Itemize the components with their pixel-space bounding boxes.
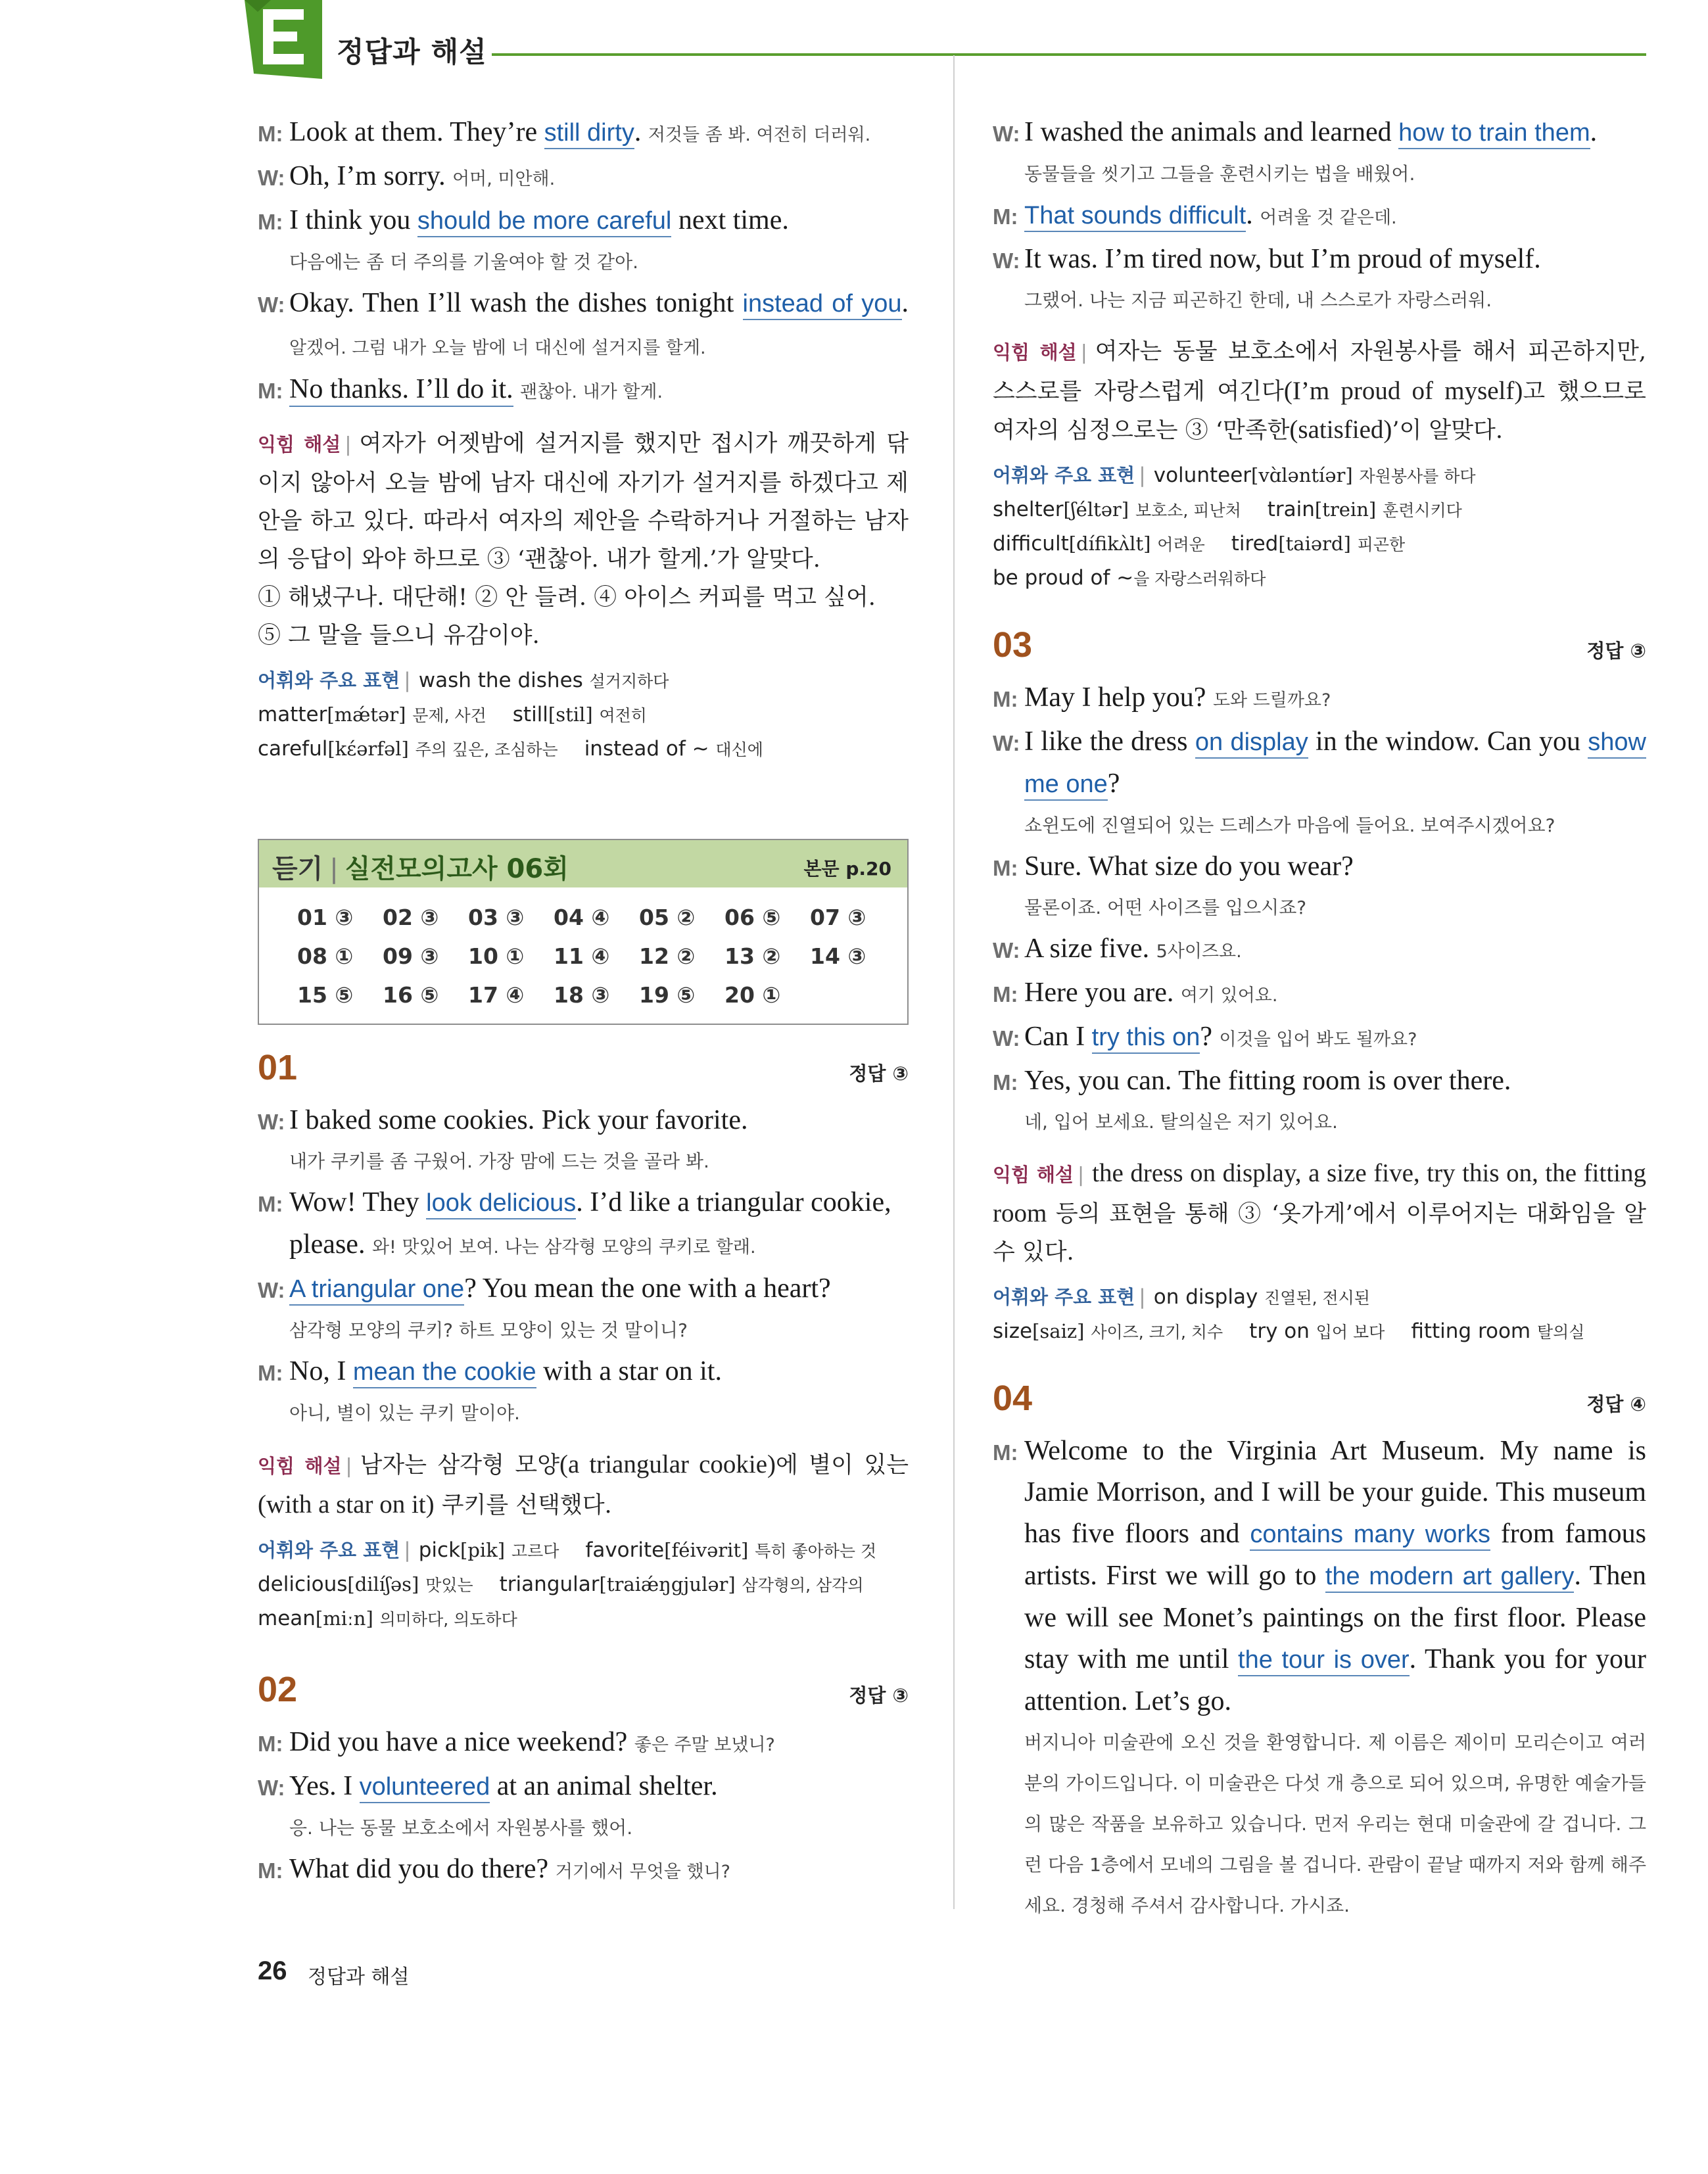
blank-answer: try this on	[1092, 1024, 1200, 1054]
vocab-phonetic: [miːn]	[315, 1607, 373, 1630]
translation: 괜찮아. 내가 할게.	[520, 382, 663, 402]
line-text: Oh, I’m sorry.	[289, 161, 446, 191]
right-column	[993, 112, 1646, 1926]
speaker-label: M:	[258, 379, 283, 403]
vocab-phonetic: [traiǽŋgjulər]	[599, 1573, 736, 1595]
explanation: 익힘 해설 | 남자는 삼각형 모양(a triangular cookie)에 별이 있는 (with a star on it) 쿠키를 선택했다.	[258, 1450, 909, 1519]
vocab-word: matter	[258, 703, 327, 726]
blank-answer: mean the cookie	[353, 1358, 536, 1388]
vocab-meaning: 어려운	[1157, 535, 1205, 554]
dialogue-line	[993, 1016, 1646, 1060]
vocab-meaning: 여전히	[599, 706, 647, 725]
line-text: .	[901, 288, 909, 318]
translation: 5사이즈요.	[1156, 941, 1242, 962]
vocab-meaning: 설거지하다	[589, 672, 669, 691]
line-text: with a star on it.	[536, 1356, 722, 1386]
answer-label: 정답 ④	[1586, 1393, 1646, 1415]
blank-answer: on display	[1195, 728, 1308, 759]
dialogue-line	[258, 1182, 909, 1268]
vocab-meaning: 탈의실	[1537, 1323, 1585, 1342]
line-text: I baked some cookies. Pick your favorite.	[289, 1105, 748, 1135]
line-text: May I help you?	[1024, 682, 1206, 713]
explanation-options: ① 해냈구나. 대단해! ② 안 들려. ④ 아이스 커피를 먹고 싶어.	[258, 584, 876, 611]
answer-key-item: 05 ②	[639, 905, 696, 930]
speaker-label: W:	[993, 938, 1020, 962]
test-title: 실전모의고사 06회	[344, 854, 569, 884]
line-text: at an animal shelter.	[490, 1771, 718, 1801]
vocab-word: careful	[258, 737, 328, 761]
line-text: Okay. Then I’ll wash the dishes tonight	[289, 288, 743, 318]
explanation-english: (with a star on it)	[258, 1490, 435, 1519]
speaker-label: M:	[258, 210, 283, 234]
speaker-label: M:	[993, 1070, 1018, 1095]
explanation-text: 쿠키를 선택했다.	[434, 1492, 612, 1519]
speaker-label: W:	[258, 166, 285, 190]
question-header	[258, 1047, 909, 1100]
line-text: next time.	[671, 205, 789, 235]
answer-key-item: 02 ③	[383, 905, 439, 930]
speaker-label: M:	[993, 204, 1018, 229]
answer-label: 정답 ③	[849, 1684, 909, 1707]
explanation-text: 여자가 어젯밤에 설거지를 했지만 접시가 깨끗하게 닦이지 않아서 오늘 밤에 남자 대신에 자기가 설거지를 하겠다고 제안을 하고 있다. 따라서 여자의 제안을 수락하거나 거절하는 남자의 응답이 와야 하므로 ③ ‘괜찮아. 내가 할게.’가 알맞다.	[258, 431, 909, 573]
blank-answer: should be more careful	[417, 207, 672, 237]
vocab-label: 어휘와 주요 표현	[258, 1539, 400, 1561]
line-text: . Then we will see Monet’s paintings on the first floor. Please stay with me until	[1024, 1561, 1646, 1674]
answer-key-item: 12 ②	[639, 943, 696, 969]
blank-answer: still dirty	[544, 119, 634, 149]
translation: 거기에서 무엇을 했니?	[555, 1862, 730, 1882]
blank-answer: look delicious	[426, 1189, 576, 1219]
vocab-phonetic: [ʃéltər]	[1063, 498, 1129, 521]
question-number: 04	[993, 1379, 1033, 1418]
vocab-meaning: 진열된, 전시된	[1264, 1288, 1370, 1308]
answer-key-item: 20 ①	[724, 982, 781, 1008]
dialogue-line	[993, 928, 1646, 972]
vocab-word: train	[1267, 498, 1315, 521]
translation: 아니, 별이 있는 쿠키 말이야.	[289, 1402, 520, 1424]
test-section-label: 듣기	[272, 854, 323, 884]
vocab-word: delicious	[258, 1572, 348, 1596]
dialogue-line	[993, 846, 1646, 887]
line-text: .	[1590, 117, 1598, 147]
speaker-label: M:	[258, 1192, 283, 1216]
answer-key-item: 15 ⑤	[297, 982, 354, 1008]
dialogue-line	[993, 1060, 1646, 1102]
vocab-phonetic: [trein]	[1314, 498, 1377, 521]
dialogue-line	[258, 112, 909, 156]
line-text: I washed the animals and learned	[1024, 117, 1399, 147]
line-text: Here you are.	[1024, 978, 1174, 1008]
line-text: Yes. I	[289, 1771, 360, 1801]
question-number: 03	[993, 625, 1033, 665]
speaker-label: M:	[993, 1440, 1018, 1465]
vocab-meaning: 입어 보다	[1316, 1323, 1385, 1342]
vocab-meaning: 맛있는	[425, 1576, 473, 1595]
line-text: . I’d like a triangular cookie, please.	[289, 1187, 891, 1260]
speaker-label: M:	[993, 856, 1018, 880]
dialogue-line	[258, 1268, 909, 1310]
translation: 응. 나는 동물 보호소에서 자원봉사를 했어.	[289, 1817, 633, 1839]
page-reference: 본문 p.20	[803, 858, 891, 880]
answer-key-item: 10 ①	[468, 943, 525, 969]
translation: 이것을 입어 봐도 될까요?	[1219, 1029, 1417, 1050]
translation: 버지니아 미술관에 오신 것을 환영합니다. 제 이름은 제이미 모리슨이고 여러분의 가이드입니다. 이 미술관은 다섯 개 층으로 되어 있으며, 유명한 예술가들의 많은 작품을 보유하고 있습니다. 먼저 우리는 현대 미술관에 갈 겁니다. 그런 다음 1층에서 모네의 그림을 볼 겁니다. 관람이 끝날 때까지 저와 함께 해주세요. 경청해 주셔서 감사합니다. 가시죠.	[1024, 1732, 1646, 1916]
dialogue-line	[993, 721, 1646, 805]
vocab-label: 어휘와 주요 표현	[993, 1286, 1135, 1308]
vocab-meaning: 을 자랑스러워하다	[1133, 569, 1266, 588]
dialogue-line	[258, 1766, 909, 1808]
explanation-text: 에 별이 있는	[776, 1452, 909, 1478]
translation: 내가 쿠키를 좀 구웠어. 가장 맘에 드는 것을 골라 봐.	[289, 1150, 709, 1172]
vocab-phonetic: [saiz]	[1032, 1320, 1085, 1342]
answer-grid	[259, 887, 907, 1024]
speaker-label: W:	[258, 1110, 285, 1134]
answer-key-item: 08 ①	[297, 943, 354, 969]
answer-key-item: 19 ⑤	[639, 982, 696, 1008]
line-text: .	[1246, 200, 1253, 230]
vocab-word: fitting room	[1411, 1319, 1531, 1343]
explanation-english: the dress on display, a size five, try this on, the fitting room	[993, 1159, 1646, 1227]
vocab-phonetic: [kέərfəl]	[327, 738, 409, 760]
explanation-text: 등의 표현을 통해 ③ ‘옷가게’에서 이루어지는 대화임을 알 수 있다.	[993, 1201, 1646, 1265]
page-number: 26	[258, 1956, 287, 1985]
translation: 도와 드릴까요?	[1212, 690, 1331, 711]
answer-key-item: 16 ⑤	[383, 982, 439, 1008]
vocab-meaning: 보호소, 피난처	[1135, 501, 1241, 520]
translation: 어려울 것 같은데.	[1260, 208, 1397, 228]
speaker-label: W:	[258, 1278, 285, 1302]
line-text: What did you do there?	[289, 1854, 549, 1884]
vocab-word: try on	[1249, 1319, 1310, 1343]
line-text: ?	[1107, 768, 1120, 799]
translation: 와! 맛있어 보여. 나는 삼각형 모양의 쿠키로 할래.	[371, 1237, 756, 1258]
explanation-text: 남자는 삼각형 모양	[360, 1452, 560, 1478]
vocab-label: 어휘와 주요 표현	[993, 464, 1135, 486]
answer-key-item: 09 ③	[383, 943, 439, 969]
vocab-phonetic: [taiərd]	[1278, 532, 1351, 555]
line-text: Look at them. They’re	[289, 117, 544, 147]
blank-answer: the modern art gallery	[1325, 1563, 1575, 1593]
vocab-word: triangular	[499, 1572, 600, 1596]
line-text: A size five.	[1024, 933, 1150, 964]
answer-key-item: 04 ④	[554, 905, 610, 930]
vocab-meaning: 의미하다, 의도하다	[379, 1610, 517, 1629]
explanation-text: 여자는 동물 보호소에서 자원봉사를 해서 피곤하지만, 스스로를 자랑스럽게 여긴다	[993, 339, 1647, 405]
translation: 어머, 미안해.	[452, 169, 556, 189]
explanation-english: (I’m proud of myself)	[1283, 377, 1523, 405]
vocab-phonetic: [pik]	[460, 1539, 506, 1561]
vocab-word: difficult	[993, 532, 1069, 555]
dialogue-line	[993, 195, 1646, 239]
blank-answer: contains many works	[1250, 1521, 1490, 1551]
answer-key-item: 03 ③	[468, 905, 525, 930]
explanation: 익힘 해설 | 여자가 어젯밤에 설거지를 했지만 접시가 깨끗하게 닦이지 않아서 오늘 밤에 남자 대신에 자기가 설거지를 하겠다고 제안을 하고 있다. 따라서 여자의 제안을 수락하거나 거절하는 남자의 응답이 와야 하므로 ③ ‘괜찮아. 내가 할게.’가 알맞다. ① 해냈구나. 대단해! ② 안 들려. ④ 아이스 커피를 먹고 싶어. ⑤ 그 말을 들으니 유감이야.	[258, 431, 909, 649]
vocab-phonetic: [dífikʌ̀lt]	[1068, 532, 1151, 555]
vocab-meaning: 피곤한	[1357, 535, 1406, 554]
vocab-meaning: 훈련시키다	[1383, 501, 1462, 520]
question-header	[993, 625, 1646, 677]
translation: 네, 입어 보세요. 탈의실은 저기 있어요.	[1024, 1111, 1338, 1133]
left-column	[258, 112, 909, 1893]
dialogue-line	[258, 156, 909, 200]
speaker-label: W:	[258, 1776, 285, 1800]
answer-key-item: 17 ④	[468, 982, 525, 1008]
line-text: No, I	[289, 1356, 353, 1386]
blank-answer: how to train them	[1398, 119, 1590, 149]
translation: 저것들 좀 봐. 여전히 더러워.	[648, 125, 871, 145]
question-header	[258, 1669, 909, 1722]
explanation-label: 익힘 해설	[258, 1455, 342, 1477]
dialogue-line	[258, 1351, 909, 1393]
explanation-label: 익힘 해설	[993, 341, 1077, 364]
vocab-word: instead of ~	[584, 737, 709, 761]
vocabulary: 어휘와 주요 표현 | wash the dishes 설거지하다 matter[mǽtər] 문제, 사건 still[stil] 여전히 careful[kέərfəl] 주의 깊은, 조심하는 instead of ~ 대신에	[258, 669, 763, 761]
question-number: 01	[258, 1048, 298, 1087]
blank-answer: instead of you	[743, 290, 902, 320]
speaker-label: M:	[993, 687, 1018, 711]
explanation-english: (a triangular cookie)	[559, 1450, 776, 1478]
speaker-label: M:	[258, 122, 283, 146]
vocab-word: wash the dishes	[418, 669, 583, 692]
answer-key-item: 11 ④	[554, 943, 610, 969]
line-text: Wow! They	[289, 1187, 427, 1217]
dialogue-line	[258, 1100, 909, 1141]
vocab-word: on display	[1153, 1285, 1258, 1309]
blank-answer: A triangular one	[289, 1275, 464, 1306]
dialogue-line	[258, 369, 909, 413]
translation: 좋은 주말 보냈니?	[634, 1735, 775, 1755]
vocab-meaning: 주의 깊은, 조심하는	[415, 740, 558, 759]
blank-answer: That sounds difficult	[1024, 202, 1246, 232]
translation: 알겠어. 그럼 내가 오늘 밤에 너 대신에 설거지를 할게.	[289, 338, 706, 358]
speaker-label: M:	[258, 1732, 283, 1756]
explanation: 익힘 해설 | the dress on display, a size five, try this on, the fitting room 등의 표현을 통해 ③ ‘옷가게’에서 이루어지는 대화임을 알 수 있다.	[993, 1159, 1646, 1265]
answer-key-box	[258, 839, 909, 1025]
speaker-label: M:	[258, 1361, 283, 1385]
vocab-phonetic: [stil]	[548, 703, 593, 726]
vocab-meaning: 특히 좋아하는 것	[755, 1542, 877, 1561]
dialogue-line	[993, 972, 1646, 1016]
explanation-text: ’이 알맞다.	[1392, 417, 1503, 444]
vocab-label: 어휘와 주요 표현	[258, 669, 400, 692]
dialogue-line	[993, 1430, 1646, 1722]
vocab-word: mean	[258, 1607, 316, 1630]
line-text: Can I	[1024, 1022, 1092, 1052]
line-text: ?	[1200, 1022, 1213, 1052]
question-header	[993, 1378, 1646, 1430]
speaker-label: W:	[993, 731, 1020, 755]
answer-key-item: 14 ③	[810, 943, 866, 969]
line-text: in the window. Can you	[1308, 726, 1588, 757]
vocab-meaning: 대신에	[715, 740, 763, 759]
footer-label: 정답과 해설	[308, 1966, 410, 1989]
vocab-word: still	[512, 703, 548, 726]
speaker-label: W:	[993, 122, 1020, 146]
column-divider	[953, 55, 955, 1909]
vocab-phonetic: [vɑ̀ləntíər]	[1251, 464, 1353, 486]
line-text: . Thank you for your attention. Let’s go.	[1024, 1644, 1647, 1716]
line-text: Sure. What size do you wear?	[1024, 851, 1354, 882]
translation: 물론이죠. 어떤 사이즈를 입으시죠?	[1024, 897, 1307, 918]
section-logo-icon	[245, 0, 322, 79]
vocab-word: volunteer	[1153, 463, 1252, 487]
vocab-meaning: 자원봉사를 하다	[1359, 467, 1476, 486]
answer-key-item: 06 ⑤	[724, 905, 781, 930]
header-rule	[492, 53, 1646, 56]
answer-label: 정답 ③	[1586, 640, 1646, 662]
line-text: ? You mean the one with a heart?	[464, 1273, 831, 1304]
vocab-meaning: 삼각형의, 삼각의	[742, 1576, 864, 1595]
speaker-label: W:	[993, 1026, 1020, 1051]
line-text: Did you have a nice weekend?	[289, 1727, 628, 1757]
line-text: .	[634, 117, 642, 147]
explanation-label: 익힘 해설	[258, 433, 341, 456]
dialogue-line	[258, 1849, 909, 1893]
line-text: I think you	[289, 205, 417, 235]
vocabulary: 어휘와 주요 표현 | volunteer[vɑ̀ləntíər] 자원봉사를 하다 shelter[ʃéltər] 보호소, 피난처 train[trein] 훈련시키다 difficult[dífikʌ̀lt] 어려운 tired[taiərd] 피곤한 be proud of ~을 자랑스러워하다	[993, 463, 1476, 590]
vocabulary: 어휘와 주요 표현 | on display 진열된, 전시된 size[saiz] 사이즈, 크기, 치수 try on 입어 보다 fitting room 탈의실	[993, 1285, 1585, 1343]
explanation-text: 고 했으므로 여자의 심정으로는 ③ ‘만족한	[993, 379, 1646, 444]
vocab-word: pick	[418, 1538, 461, 1562]
answer-key-item: 18 ③	[554, 982, 610, 1008]
answer-label: 정답 ③	[849, 1062, 909, 1085]
vocab-phonetic: [dilíʃəs]	[347, 1573, 419, 1595]
vocab-phonetic: [féivərit]	[664, 1539, 749, 1561]
answer-key-item: 07 ③	[810, 905, 866, 930]
vocab-word: tired	[1231, 532, 1279, 555]
explanation-label: 익힘 해설	[993, 1164, 1074, 1186]
line-text: Yes, you can. The fitting room is over there.	[1024, 1066, 1511, 1096]
vocab-word: shelter	[993, 498, 1064, 521]
speaker-label: W:	[993, 248, 1020, 273]
dialogue-line	[993, 677, 1646, 721]
answer-key-item: 01 ③	[297, 905, 354, 930]
speaker-label: M:	[993, 982, 1018, 1006]
dialogue-line	[258, 200, 909, 242]
blank-answer: No thanks. I’ll do it.	[289, 374, 513, 407]
line-text: from famous artists. First we will go to	[1024, 1519, 1646, 1591]
translation: 동물들을 씻기고 그들을 훈련시키는 법을 배웠어.	[1024, 163, 1415, 185]
vocab-word: be proud of ~	[993, 566, 1134, 590]
line-text: It was. I’m tired now, but I’m proud of myself.	[1024, 244, 1541, 274]
dialogue-line	[993, 112, 1646, 154]
page-header-title: 정답과 해설	[337, 36, 487, 69]
translation: 다음에는 좀 더 주의를 기울여야 할 것 같아.	[289, 251, 639, 273]
speaker-label: M:	[258, 1858, 283, 1883]
vocab-meaning: 고르다	[511, 1542, 559, 1561]
line-text: I like the dress	[1024, 726, 1195, 757]
answer-key-item: 13 ②	[724, 943, 781, 969]
dialogue-line	[258, 1722, 909, 1766]
answer-key-header: 듣기 | 실전모의고사 06회 본문 p.20	[259, 840, 907, 887]
explanation-options: ⑤ 그 말을 들으니 유감이야.	[258, 623, 540, 649]
translation: 그랬어. 나는 지금 피곤하긴 한데, 내 스스로가 자랑스러워.	[1024, 289, 1492, 311]
vocab-phonetic: [mǽtər]	[327, 703, 406, 726]
vocab-word: size	[993, 1319, 1033, 1343]
explanation: 익힘 해설 | 여자는 동물 보호소에서 자원봉사를 해서 피곤하지만, 스스로를 자랑스럽게 여긴다(I’m proud of myself)고 했으므로 여자의 심정으로는 ③ ‘만족한(satisfied)’이 알맞다.	[993, 339, 1647, 444]
translation: 삼각형 모양의 쿠키? 하트 모양이 있는 것 말이니?	[289, 1319, 688, 1341]
blank-answer: volunteered	[360, 1773, 490, 1803]
translation: 쇼윈도에 진열되어 있는 드레스가 마음에 들어요. 보여주시겠어요?	[1024, 815, 1555, 836]
vocab-word: favorite	[585, 1538, 665, 1562]
vocab-meaning: 문제, 사건	[412, 706, 486, 725]
translation: 여기 있어요.	[1180, 985, 1278, 1006]
line-text: Welcome to the Virginia Art Museum. My name is Jamie Morrison, and I will be your guide. This museum has five floors and	[1024, 1436, 1646, 1549]
vocabulary: 어휘와 주요 표현 | pick[pik] 고르다 favorite[féivərit] 특히 좋아하는 것 delicious[dilíʃəs] 맛있는 triangular[traiǽŋgjulər] 삼각형의, 삼각의 mean[miːn] 의미하다, 의도하다	[258, 1538, 877, 1630]
explanation-english: (satisfied)	[1289, 415, 1392, 444]
speaker-label: W:	[258, 293, 285, 317]
dialogue-line	[993, 239, 1646, 280]
question-number: 02	[258, 1670, 298, 1709]
vocab-meaning: 사이즈, 크기, 치수	[1091, 1323, 1223, 1342]
blank-answer: the tour is over	[1238, 1646, 1410, 1676]
dialogue-line	[258, 283, 909, 369]
blank-answer: show me one	[1024, 728, 1646, 801]
